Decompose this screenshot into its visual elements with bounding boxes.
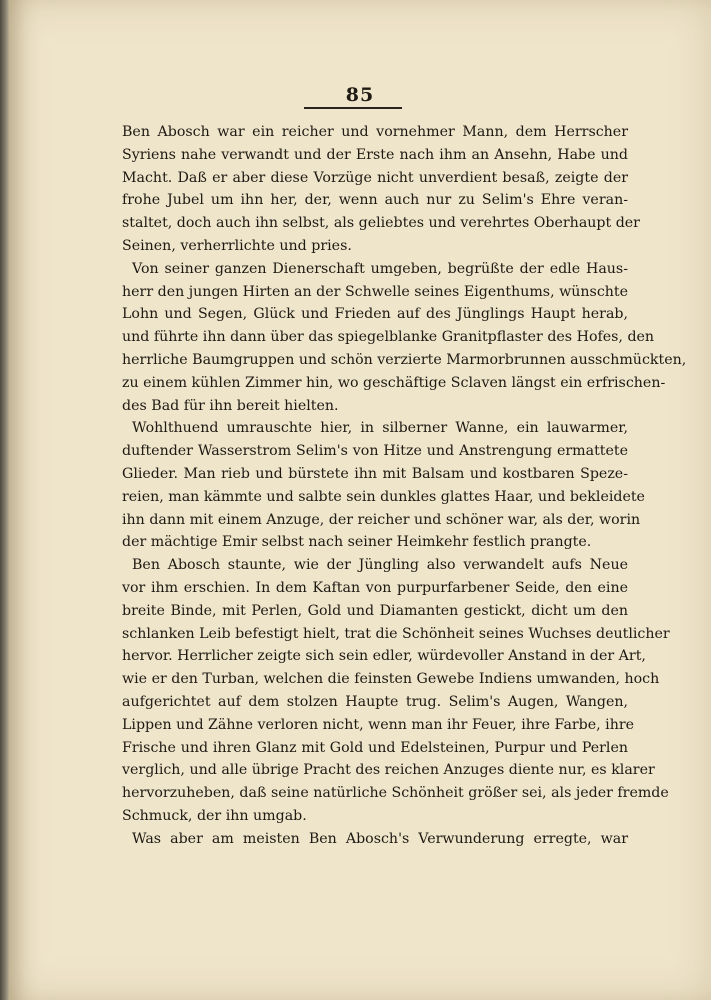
text-line: Glieder. Man rieb und bürstete ihn mit Balsam und kostbaren Speze- <box>122 465 628 482</box>
text-line: Ben Abosch staunte, wie der Jüngling also verwandelt aufs Neue <box>132 557 628 574</box>
text-line: breite Binde, mit Perlen, Gold und Diamanten gestickt, dicht um den <box>122 602 628 619</box>
text-line: Seinen, verherrlichte und pries. <box>122 237 352 254</box>
text-line: reien, man kämmte und salbte sein dunkles glattes Haar, und bekleidete <box>122 488 645 505</box>
text-line: des Bad für ihn bereit hielten. <box>122 397 339 414</box>
text-line: Lohn und Segen, Glück und Frieden auf des Jünglings Haupt herab, <box>122 306 628 323</box>
book-page <box>10 0 711 1000</box>
text-line: duftender Wasserstrom Selim's von Hitze und Anstrengung ermattete <box>122 443 628 460</box>
text-line: der mächtige Emir selbst nach seiner Heimkehr festlich prangte. <box>122 534 592 551</box>
text-line: herr den jungen Hirten an der Schwelle seines Eigenthums, wünschte <box>122 283 628 300</box>
body-text <box>122 121 687 851</box>
text-line: Schmuck, der ihn umgab. <box>122 807 307 824</box>
text-line: schlanken Leib befestigt hielt, trat die Schönheit seines Wuchses deutlicher <box>122 625 670 642</box>
text-line: Lippen und Zähne verloren nicht, wenn man ihr Feuer, ihre Farbe, ihre <box>122 716 635 733</box>
text-line: verglich, und alle übrige Pracht des reichen Anzuges diente nur, es klarer <box>122 762 655 779</box>
text-line: staltet, doch auch ihn selbst, als geliebtes und verehrtes Oberhaupt der <box>122 215 640 232</box>
text-line: hervor. Herrlicher zeigte sich sein edler, würdevoller Anstand in der Art, <box>122 648 646 665</box>
text-line: Wohlthuend umrauschte hier, in silberner Wanne, ein lauwarmer, <box>132 420 628 437</box>
text-line: Von seiner ganzen Dienerschaft umgeben, begrüßte der edle Haus- <box>132 260 628 277</box>
text-line: Frische und ihren Glanz mit Gold und Edelsteinen, Purpur und Perlen <box>122 739 628 756</box>
text-line: aufgerichtet auf dem stolzen Haupte trug. Selim's Augen, Wangen, <box>122 693 628 710</box>
text-line: frohe Jubel um ihn her, der, wenn auch nur zu Selim's Ehre veran- <box>122 192 628 209</box>
binding-edge <box>0 0 10 1000</box>
page-number: 85 <box>345 84 375 106</box>
text-line: herrliche Baumgruppen und schön verzierte Marmorbrunnen ausschmückten, <box>122 351 687 368</box>
text-line: Macht. Daß er aber diese Vorzüge nicht unverdient besaß, zeigte der <box>122 169 628 186</box>
text-line: ihn dann mit einem Anzuge, der reicher und schöner war, als der, worin <box>122 511 641 528</box>
text-line: Ben Abosch war ein reicher und vornehmer Mann, dem Herrscher <box>122 124 628 140</box>
text-line: hervorzuheben, daß seine natürliche Schönheit größer sei, als jeder fremde <box>122 785 669 802</box>
header-rule <box>304 107 402 109</box>
text-line: vor ihm erschien. In dem Kaftan von purpurfarbener Seide, den eine <box>122 579 628 596</box>
text-line: Was aber am meisten Ben Abosch's Verwunderung erregte, war <box>132 830 628 847</box>
text-line: und führte ihn dann über das spiegelblanke Granitpflaster des Hofes, den <box>122 329 655 346</box>
text-line: Syriens nahe verwandt und der Erste nach ihm an Ansehn, Habe und <box>122 146 628 163</box>
text-line: wie er den Turban, welchen die feinsten Gewebe Indiens umwanden, hoch <box>122 671 660 688</box>
text-line: zu einem kühlen Zimmer hin, wo geschäftige Sclaven längst ein erfrischen- <box>122 374 666 391</box>
